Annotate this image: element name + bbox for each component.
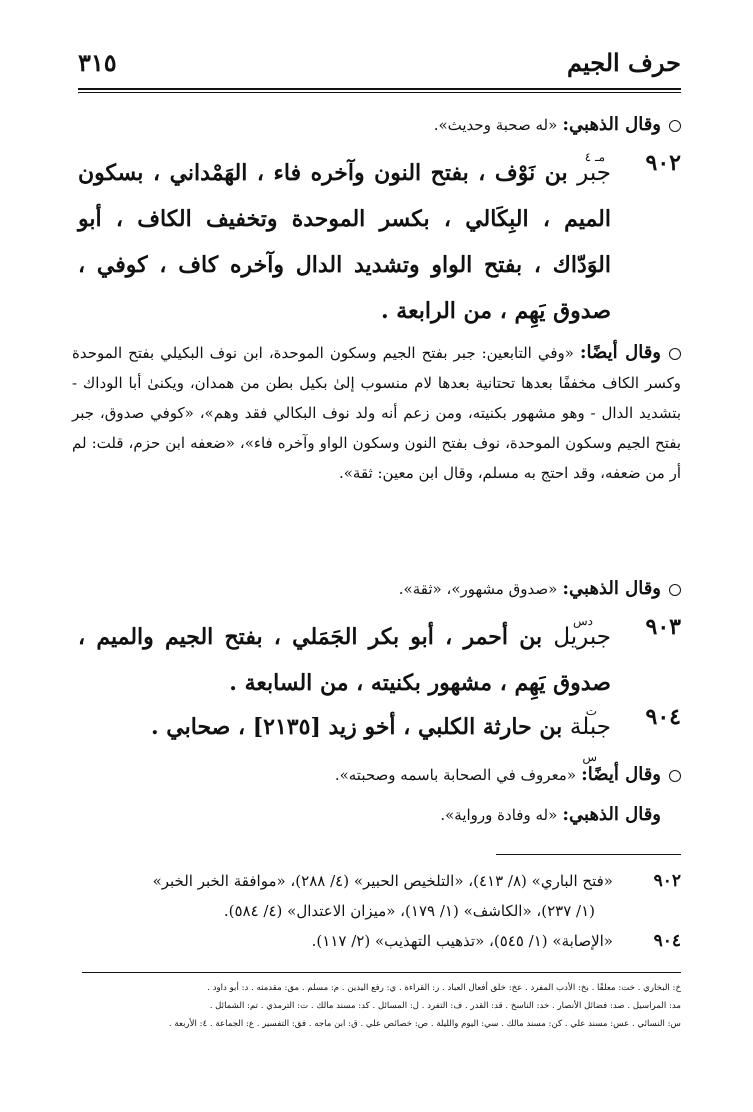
page-number: ٣١٥	[78, 47, 117, 77]
abbreviations-line: س: النسائي . عس: مسند علي . كن: مسند مالك . سي: اليوم والليلة . ص: خصائص علي . ق: ابن ماجه . فق: التفسير . ع: الجماعة . ٤: الأربعة .	[168, 1019, 681, 1029]
entry-body	[78, 614, 611, 706]
note-quote: «معروف في الصحابة باسمه وصحبته».	[334, 766, 577, 784]
entry-number: ٩٠٤	[645, 704, 681, 730]
narrator-symbol: دس	[573, 614, 593, 628]
page-header	[78, 44, 681, 80]
narrator-name: جبر	[577, 160, 611, 186]
bullet-circle-icon	[669, 584, 681, 596]
chapter-title: حرف الجيم	[567, 47, 681, 77]
note-quote: «له صحبة وحديث».	[433, 116, 558, 134]
entry-text: بن نَوْف ، بفتح النون وآخره فاء ، الهَمْداني ، بسكون الميم ، البِكَالي ، بكسر الموحدة وتخفيف الكاف ، أبو الوَدّاك ، بفتح الواو وتشديد الدال وآخره كاف ، كوفي ، صدوق يَهِم ، من الرابعة .	[78, 160, 611, 324]
narrator-symbol: مـ ٤	[584, 150, 605, 164]
entry-number: ٩٠٢	[645, 150, 681, 176]
header-rule-thin	[78, 92, 681, 93]
also-note-4	[72, 760, 681, 790]
footnote-text-cont: (١/ ٢٣٧)، «الكاشف» (١/ ١٧٩)، «ميزان الاعتدال» (٤/ ٥٨٤).	[223, 902, 595, 920]
note-quote: «صدوق مشهور»، «ثقة».	[398, 580, 558, 598]
footnote-text: «فتح الباري» (٨/ ٤١٣)، «التلخيص الحبير» (٤/ ٢٨٨)، «موافقة الخبر الخبر»	[152, 872, 613, 890]
note-quote: «له وفادة ورواية».	[440, 806, 558, 824]
entry-body	[78, 704, 611, 764]
narrator-name: جبريل	[553, 624, 611, 650]
header-rule	[78, 88, 681, 90]
note-lead: وقال الذهبي:	[562, 114, 661, 135]
entry-text: بن أحمر ، أبو بكر الجَمَلي ، بفتح الجيم والميم ، صدوق يَهِم ، مشهور بكنيته ، من السابعة .	[78, 624, 611, 696]
note-lead: وقال الذهبي:	[562, 578, 661, 599]
abbreviations-rule	[82, 972, 681, 973]
abbreviations-line: خ: البخاري . خت: معلقًا . بخ: الأدب المفرد . عخ: خلق أفعال العباد . ر: القراءة . ي: رفع اليدين . م: مسلم . مق: مقدمته . د: أبو داود .	[207, 983, 681, 993]
footnote-rule	[496, 854, 681, 855]
entry-904	[78, 704, 681, 764]
entry-body	[78, 150, 611, 334]
narrator-symbol: ت س	[582, 704, 597, 764]
footnote-number: ٩٠٢	[653, 871, 681, 891]
narrator-name: جبلة	[569, 714, 611, 740]
dhahabi-note-5	[72, 800, 681, 830]
footnote-text: «الإصابة» (١/ ٥٤٥)، «تذهيب التهذيب» (٢/ ١١٧).	[311, 932, 613, 950]
footnote-904	[78, 926, 681, 956]
bullet-circle-icon	[669, 348, 681, 360]
entry-text: بن حارثة الكلبي ، أخو زيد [٢١٣٥] ، صحابي .	[150, 714, 563, 740]
note-lead: وقال أيضًا:	[581, 764, 661, 785]
abbreviations-line: مد: المراسيل . صد: فضائل الأنصار . خد: الناسخ . قد: القدر . ف: التفرد . ل: المسائل . كد: مسند مالك . ت: الترمذي . تم: الشمائل .	[209, 1001, 681, 1011]
entry-number: ٩٠٣	[645, 614, 681, 640]
note-text: «وفي التابعين: جبر بفتح الجيم وسكون الموحدة، ابن نوف البكيلي بفتح الموحدة وكسر الكاف مخففًا بعدها تحتانية بعدها لام منسوب إلىٰ بكيل بطن من همدان، ويكنىٰ أبا الوداك - بتشديد الدال - وهو مشهور بكنيته، ومن زعم أنه ولد نوف البكالي فقد وهم»، «كوفي صدوق، جبر بفتح الجيم وسكون الموحدة، نوف بفتح النون وسكون الواو وآخره فاء»، «ضعفه ابن حزم، قلت: لم أر من ضعفه، وقد احتج به مسلم، وقال ابن معين: ثقة».	[72, 344, 681, 482]
footnote-902	[78, 866, 681, 926]
also-note-2	[72, 338, 681, 488]
footnote-number: ٩٠٤	[653, 931, 681, 951]
bullet-circle-icon	[669, 120, 681, 132]
bullet-circle-icon	[669, 770, 681, 782]
note-lead: وقال الذهبي:	[562, 804, 661, 825]
entry-902	[78, 150, 681, 334]
note-lead: وقال أيضًا:	[579, 342, 661, 363]
